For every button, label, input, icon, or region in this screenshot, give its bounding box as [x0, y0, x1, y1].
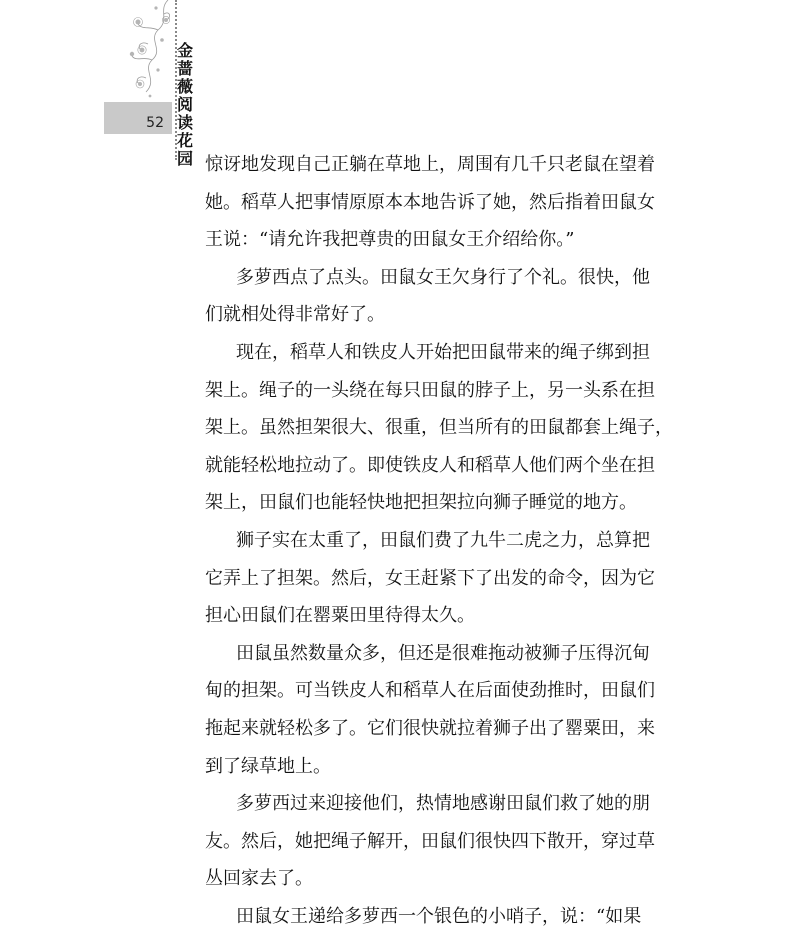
text-line: 惊讶地发现自己正躺在草地上，周围有几千只老鼠在望着 — [205, 154, 655, 175]
body-text — [205, 146, 673, 935]
paragraph-start-line: 田鼠虽然数量众多，但还是很难拖动被狮子压得沉甸 — [236, 642, 650, 664]
paragraph-start-line: 多萝西过来迎接他们，热情地感谢田鼠们救了她的朋 — [236, 793, 650, 815]
text-line: 拖起来就轻松多了。它们很快就拉着狮子出了罂粟田，来 — [205, 717, 655, 739]
text-line: 担心田鼠们在罂粟田里待得太久。 — [205, 605, 475, 627]
page-number-tab — [104, 102, 172, 134]
text-line: 架上，田鼠们也能轻快地把担架拉向狮子睡觉的地方。 — [205, 492, 637, 514]
text-line: 们就相处得非常好了。 — [205, 304, 385, 326]
text-line: 到了绿草地上。 — [205, 755, 331, 777]
book-title: 金蔷薇阅读花园 — [177, 41, 194, 168]
text-line: 架上。绳子的一头绕在每只田鼠的脖子上，另一头系在担 — [205, 379, 655, 401]
paragraph-start-line: 田鼠女王递给多萝西一个银色的小哨子，说：“如果 — [236, 905, 642, 927]
text-line: 友。然后，她把绳子解开，田鼠们很快四下散开，穿过草 — [205, 830, 655, 852]
paragraph-start-line: 多萝西点了点头。田鼠女王欠身行了个礼。很快，他 — [236, 266, 650, 288]
text-line: 架上。虽然担架很大、很重，但当所有的田鼠都套上绳子， — [205, 417, 673, 439]
page-number: 52 — [146, 115, 164, 131]
paragraph-start-line: 现在，稻草人和铁皮人开始把田鼠带来的绳子绑到担 — [236, 341, 650, 363]
text-line: 它弄上了担架。然后，女王赶紧下了出发的命令，因为它 — [205, 567, 655, 589]
text-line: 就能轻松地拉动了。即使铁皮人和稻草人他们两个坐在担 — [205, 454, 655, 476]
paragraph-start-line: 狮子实在太重了，田鼠们费了九牛二虎之力，总算把 — [236, 529, 650, 551]
text-line: 丛回家去了。 — [205, 868, 313, 890]
text-line: 王说：“请允许我把尊贵的田鼠女王介绍给你。” — [205, 229, 575, 251]
text-line: 甸的担架。可当铁皮人和稻草人在后面使劲推时，田鼠们 — [205, 680, 655, 702]
text-line: 她。稻草人把事情原原本本地告诉了她，然后指着田鼠女 — [205, 191, 655, 213]
floral-ornament — [128, 0, 174, 100]
